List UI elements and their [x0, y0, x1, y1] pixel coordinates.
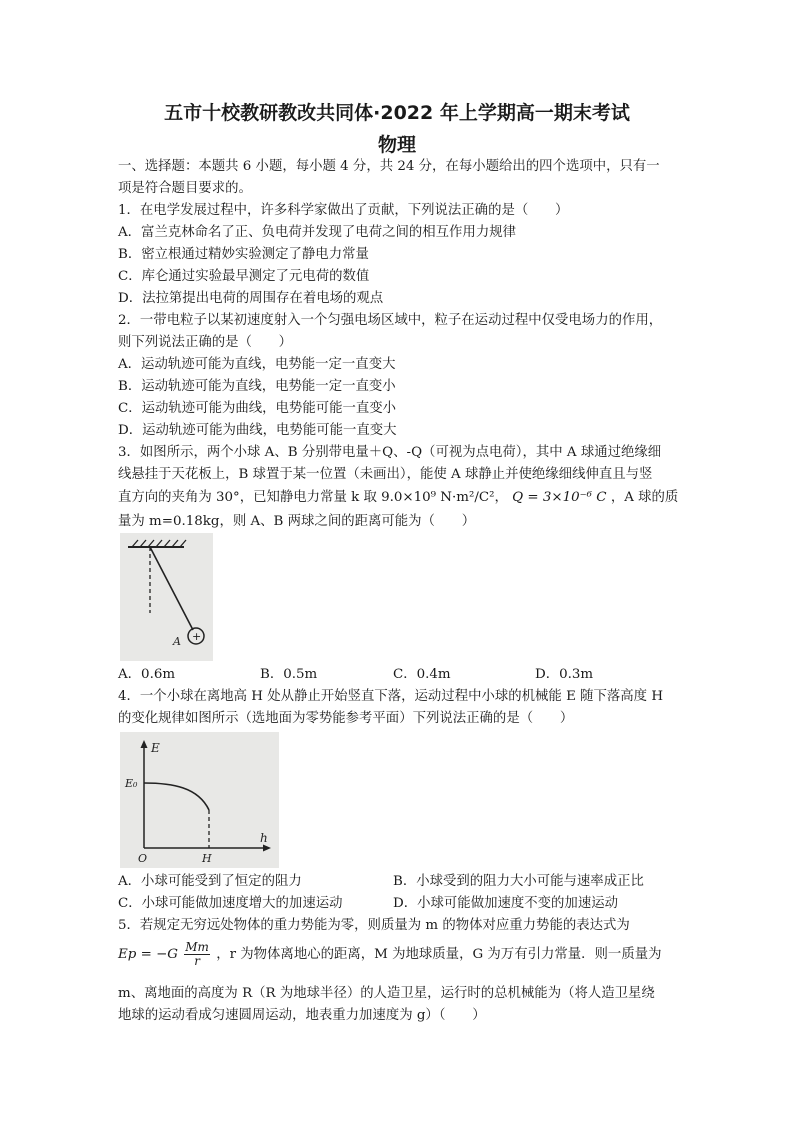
- x-axis-arrow: [263, 845, 271, 852]
- pendulum-diagram: [120, 533, 213, 661]
- y-axis-arrow: [141, 740, 148, 748]
- q1-option-a: A．富兰克林命名了正、负电荷并发现了电荷之间的相互作用力规律: [118, 225, 516, 240]
- q3-stem-line1: 3．如图所示，两个小球 A、B 分别带电量＋Q、-Q（可视为点电荷），其中 A 球通过绝缘细: [118, 445, 662, 460]
- q2-option-b: B．运动轨迹可能为直线，电势能一定一直变小: [118, 379, 396, 394]
- ball-a-label: A: [173, 635, 181, 648]
- q3-pendulum-figure: [120, 533, 213, 661]
- ceiling-hatch: [132, 540, 186, 547]
- q2-stem-line1: 2．一带电粒子以某初速度射入一个匀强电场区域中，粒子在运动过程中仅受电场力的作用，: [118, 313, 663, 328]
- q5-formula-lhs: Ep = −G: [118, 947, 178, 962]
- e0-label: E₀: [125, 777, 138, 790]
- q5-stem-line2-text: ，r 为物体离地心的距离，M 为地球质量，G 为万有引力常量．则一质量为: [216, 947, 662, 962]
- q2-option-a: A．运动轨迹可能为直线，电势能一定一直变大: [118, 357, 396, 372]
- q4-option-a: A．小球可能受到了恒定的阻力: [118, 874, 302, 889]
- subject-title: 物理: [377, 134, 416, 156]
- ball-a-plus-sign: +: [192, 630, 202, 643]
- origin-label: O: [138, 852, 148, 865]
- q1-option-c: C．库仑通过实验最早测定了元电荷的数值: [118, 269, 370, 284]
- q5-stem-line2: [118, 940, 662, 970]
- q2-option-c: C．运动轨迹可能为曲线，电势能可能一直变小: [118, 401, 397, 416]
- q3-option-a: A．0.6m: [118, 667, 176, 682]
- q2-option-d: D．运动轨迹可能为曲线，电势能可能一直变大: [118, 423, 397, 438]
- x-axis-label: h: [260, 831, 268, 845]
- q1-option-d: D．法拉第提出电荷的周围存在着电场的观点: [118, 291, 384, 306]
- energy-curve: [144, 783, 209, 810]
- q5-stem-line3: m、离地面的高度为 R（R 为地球半径）的人造卫星，运行时的总机械能为（将人造卫星绕: [118, 986, 655, 1001]
- q3-stem-line4: 量为 m=0.18kg，则 A、B 两球之间的距离可能为（ ）: [118, 514, 476, 529]
- energy-height-graph: [120, 732, 279, 868]
- section-intro-line2: 项是符合题目要求的。: [118, 181, 252, 196]
- y-axis-label: E: [151, 741, 160, 755]
- q3-option-d: D．0.3m: [535, 667, 594, 682]
- q5-stem-line4: 地球的运动看成匀速圆周运动，地表重力加速度为 g）（ ）: [118, 1008, 486, 1023]
- q3-stem-line3-tail: ，A 球的质: [610, 490, 679, 505]
- q4-option-b: B．小球受到的阻力大小可能与速率成正比: [393, 874, 644, 889]
- q4-stem-line1: 4．一个小球在离地高 H 处从静止开始竖直下落，运动过程中小球的机械能 E 随下落高度 H: [118, 689, 663, 704]
- q4-energy-graph: [120, 732, 279, 868]
- q3-option-b: B．0.5m: [260, 667, 318, 682]
- q5-formula-fraction: [184, 941, 210, 968]
- section-intro-line1: 一、选择题：本题共 6 小题，每小题 4 分，共 24 分，在每小题给出的四个选项中，只有一: [118, 159, 660, 174]
- q1-option-b: B．密立根通过精妙实验测定了静电力常量: [118, 247, 369, 262]
- q5-formula-denominator: r: [194, 954, 200, 968]
- q3-stem-line3: [118, 488, 678, 508]
- q2-stem-line2: 则下列说法正确的是（ ）: [118, 335, 293, 350]
- q5-formula-numerator: Mm: [185, 940, 209, 954]
- insulating-thread: [150, 547, 193, 630]
- q1-stem: 1．在电学发展过程中，许多科学家做出了贡献，下列说法正确的是（ ）: [118, 203, 569, 218]
- q3-stem-line3-text: 直方向的夹角为 30°，已知静电力常量 k 取 9.0×10⁹ N·m²/C²，: [118, 490, 508, 505]
- q3-option-c: C．0.4m: [393, 667, 451, 682]
- exam-title: 五市十校教研教改共同体·2022 年上学期高一期末考试: [164, 102, 630, 124]
- q4-option-d: D．小球可能做加速度不变的加速运动: [393, 896, 618, 911]
- q4-option-c: C．小球可能做加速度增大的加速运动: [118, 896, 343, 911]
- q4-stem-line2: 的变化规律如图所示（选地面为零势能参考平面）下列说法正确的是（ ）: [118, 711, 574, 726]
- q5-stem-line1: 5．若规定无穷远处物体的重力势能为零，则质量为 m 的物体对应重力势能的表达式为: [118, 918, 630, 933]
- q3-stem-line2: 线悬挂于天花板上，B 球置于某一位置（未画出），能使 A 球静止并使绝缘细线伸直且与竖: [118, 467, 653, 482]
- h-mark-label: H: [202, 852, 212, 865]
- q3-charge-value: Q = 3×10⁻⁶ C: [512, 490, 607, 505]
